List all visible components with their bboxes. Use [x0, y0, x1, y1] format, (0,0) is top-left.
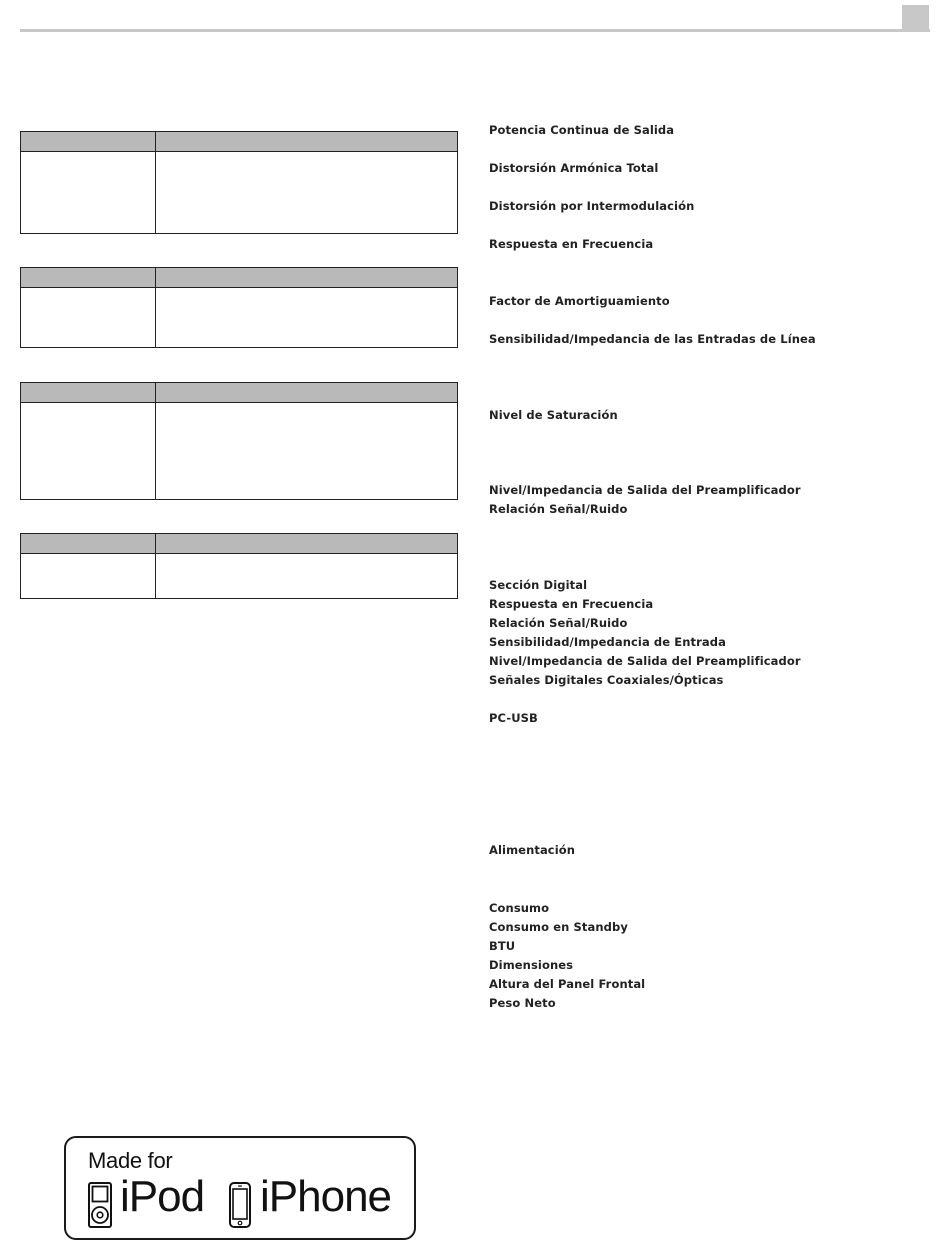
header-rule — [20, 29, 930, 32]
spec-label-digital-snr: Relación Señal/Ruido — [489, 616, 628, 630]
spec-table-header — [21, 383, 457, 403]
spec-table-row — [21, 403, 457, 500]
spec-label-pc-usb: PC-USB — [489, 711, 538, 725]
spec-label-damping-factor: Factor de Amortiguamiento — [489, 294, 670, 308]
spec-label-dimensions: Dimensiones — [489, 958, 574, 972]
spec-label-frequency-response: Respuesta en Frecuencia — [489, 237, 654, 251]
spec-table-4 — [20, 533, 458, 599]
spec-table-row — [21, 152, 457, 234]
ipod-icon — [88, 1182, 112, 1228]
spec-label-standby-consumption: Consumo en Standby — [489, 920, 628, 934]
spec-label-preamp-output: Nivel/Impedancia de Salida del Preamplificador — [489, 483, 801, 497]
badge-iphone-text: iPhone — [260, 1172, 392, 1221]
spec-label-line-input-sensitivity: Sensibilidad/Impedancia de las Entradas de Línea — [489, 332, 816, 346]
spec-table-row — [21, 288, 457, 348]
spec-label-snr: Relación Señal/Ruido — [489, 502, 628, 516]
spec-label-thd: Distorsión Armónica Total — [489, 161, 659, 175]
spec-label-input-sensitivity: Sensibilidad/Impedancia de Entrada — [489, 635, 726, 649]
spec-label-overload-level: Nivel de Saturación — [489, 408, 618, 422]
spec-table-header — [21, 534, 457, 554]
spec-label-power-supply: Alimentación — [489, 843, 576, 857]
badge-ipod-text: iPod — [120, 1172, 205, 1221]
page-corner-tab — [902, 5, 929, 31]
badge-made-for-text: Made for — [88, 1148, 173, 1173]
spec-label-digital-preamp-output: Nivel/Impedancia de Salida del Preamplificador — [489, 654, 801, 668]
spec-label-imd: Distorsión por Intermodulación — [489, 199, 695, 213]
spec-label-consumption: Consumo — [489, 901, 550, 915]
spec-label-continuous-power: Potencia Continua de Salida — [489, 123, 675, 137]
spec-label-digital-section: Sección Digital — [489, 578, 588, 592]
made-for-ipod-iphone-badge — [64, 1136, 416, 1240]
spec-table-row — [21, 554, 457, 599]
spec-table-1 — [20, 131, 458, 234]
spec-table-header — [21, 132, 457, 152]
spec-table-3 — [20, 382, 458, 500]
iphone-icon — [229, 1182, 251, 1228]
spec-label-coax-optical: Señales Digitales Coaxiales/Ópticas — [489, 673, 724, 687]
spec-table-header — [21, 268, 457, 288]
spec-label-btu: BTU — [489, 939, 516, 953]
spec-label-digital-frequency-response: Respuesta en Frecuencia — [489, 597, 654, 611]
spec-label-front-panel-height: Altura del Panel Frontal — [489, 977, 646, 991]
spec-label-net-weight: Peso Neto — [489, 996, 556, 1010]
spec-table-2 — [20, 267, 458, 348]
